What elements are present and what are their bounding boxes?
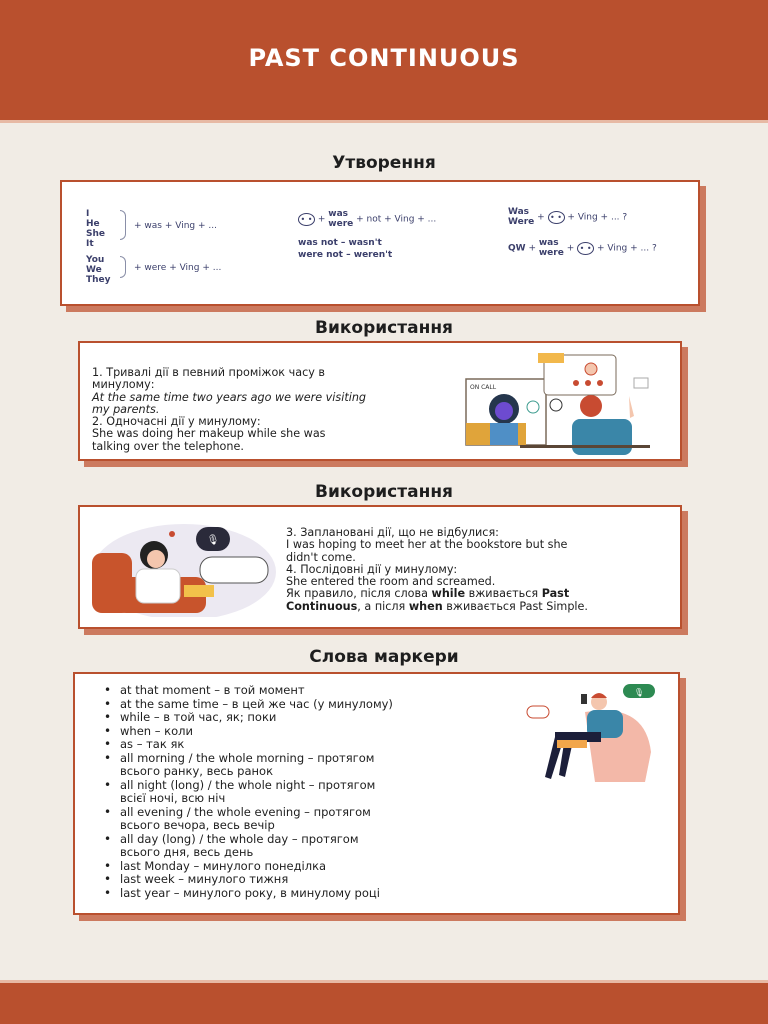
list-item: • last year – минулого року, в минулому році — [102, 887, 393, 901]
rule-text: вживається Past Simple. — [446, 599, 588, 613]
usage-2-line: I was hoping to meet her at the bookstore but she — [286, 538, 568, 552]
rule-when: when — [408, 599, 443, 613]
usage-1-line: She was doing her makeup while she was — [92, 427, 326, 441]
usage-1-heading: Використання — [315, 318, 453, 338]
usage-2-heading: Використання — [315, 482, 453, 502]
list-item-continuation: всього ранку, весь ранок — [120, 764, 274, 778]
usage-1-text — [92, 367, 452, 453]
usage-1-example: At the same time two years ago we were visiting — [92, 390, 367, 404]
usage-2-line: 3. Заплановані дії, що не відбулися: — [286, 526, 499, 539]
pronoun-it: It — [86, 239, 94, 249]
pronoun-i: I — [86, 209, 90, 219]
brace-icon — [120, 256, 126, 278]
was-formula: + was + Ving + ... — [134, 221, 217, 231]
qw-were: were — [538, 248, 564, 258]
rule-text: , а після — [357, 599, 406, 613]
usage-2-line: didn't come. — [286, 550, 356, 564]
usage-1-line: talking over the telephone. — [92, 439, 244, 453]
question-formula: Was Were + • • + Ving + ... ? — [508, 207, 628, 227]
footer-banner — [0, 983, 768, 1024]
usage-2-text — [286, 527, 676, 613]
neg-were: were — [328, 219, 354, 229]
pronoun-group-1 — [86, 209, 105, 249]
woman-on-phone-illustration — [92, 517, 276, 617]
rule-past: Past — [541, 587, 570, 601]
qw-tail: + Ving + ... ? — [596, 243, 657, 254]
q-tail: + Ving + ... ? — [567, 212, 628, 223]
pronoun-he: He — [86, 219, 100, 229]
on-call-label: ON CALL — [470, 384, 497, 391]
list-item: • last week – минулого тижня — [102, 873, 393, 887]
pronoun-face-icon: • • — [577, 242, 594, 255]
usage-2-card — [78, 505, 682, 629]
markers-list — [102, 684, 393, 900]
video-call-illustration — [464, 351, 654, 457]
pronoun-face-icon: • • — [548, 211, 565, 224]
pronoun-we: We — [86, 265, 102, 275]
rule-while: while — [431, 587, 466, 601]
negative-formula: • • + was were + not + Ving + ... — [298, 209, 436, 229]
header-divider — [0, 120, 768, 123]
list-item: • when – коли — [102, 725, 393, 739]
neg-was: was — [328, 209, 349, 219]
q-was-were-stack — [508, 207, 534, 227]
rule-text: Як правило, після слова — [286, 587, 428, 601]
usage-2-line: She entered the room and screamed. — [286, 575, 496, 589]
q-were: Were — [508, 217, 535, 227]
usage-1-line: минулому: — [92, 378, 155, 392]
rule-text: вживається — [468, 587, 539, 601]
list-item-continuation: всього вечора, весь вечір — [120, 818, 275, 832]
qw-formula: QW + was were + • • + Ving + ... ? — [508, 238, 657, 258]
microphone-icon: 🎙 — [633, 688, 645, 697]
markers-heading: Слова маркери — [309, 647, 459, 667]
qw-was: was — [538, 238, 559, 248]
usage-1-example: my parents. — [92, 402, 160, 416]
pronoun-you: You — [86, 255, 105, 265]
usage-1-line: 1. Тривалі дії в певний проміжок часу в — [92, 366, 325, 379]
list-item-continuation: всієї ночі, всю ніч — [120, 791, 226, 805]
microphone-icon: 🎙 — [206, 535, 220, 546]
list-item: • last Monday – минулого понеділка — [102, 860, 393, 874]
list-item: • at that moment – в той момент — [102, 684, 393, 698]
contraction-were: were not – weren't — [298, 250, 393, 260]
list-item: • as – так як — [102, 738, 393, 752]
list-item: • while – в той час, як; поки — [102, 711, 393, 725]
qw-was-were-stack — [539, 238, 564, 258]
brace-icon — [120, 210, 126, 240]
list-item: • all morning / the whole morning – протягом — [102, 752, 393, 766]
list-item: • at the same time – в цей же час (у минулому) — [102, 698, 393, 712]
was-were-stack — [328, 209, 353, 229]
pronoun-they: They — [86, 275, 111, 285]
pronoun-she: She — [86, 229, 105, 239]
rule-continuous: Continuous — [286, 599, 358, 613]
qw-label: QW — [508, 243, 526, 254]
page-title: PAST CONTINUOUS — [248, 44, 520, 72]
list-item-continuation: всього дня, весь день — [120, 845, 254, 859]
pronoun-face-icon: • • — [298, 213, 315, 226]
contraction-was: was not – wasn't — [298, 238, 382, 248]
list-item: • all night (long) / the whole night – протягом — [102, 779, 393, 793]
list-item: • all evening / the whole evening – протягом — [102, 806, 393, 820]
q-was: Was — [508, 207, 530, 217]
usage-1-card — [78, 341, 682, 461]
formation-card — [60, 180, 700, 306]
usage-2-rule-cont — [286, 601, 676, 613]
list-item: • all day (long) / the whole day – протягом — [102, 833, 393, 847]
usage-1-line: 2. Одночасні дії у минулому: — [92, 415, 261, 429]
were-formula: + were + Ving + ... — [134, 263, 222, 273]
formation-heading: Утворення — [332, 153, 436, 173]
usage-2-line: 4. Послідовні дії у минулому: — [286, 562, 458, 576]
pronoun-group-2 — [86, 255, 111, 285]
neg-tail: + not + Ving + ... — [356, 214, 437, 225]
man-in-chair-illustration — [525, 682, 661, 786]
